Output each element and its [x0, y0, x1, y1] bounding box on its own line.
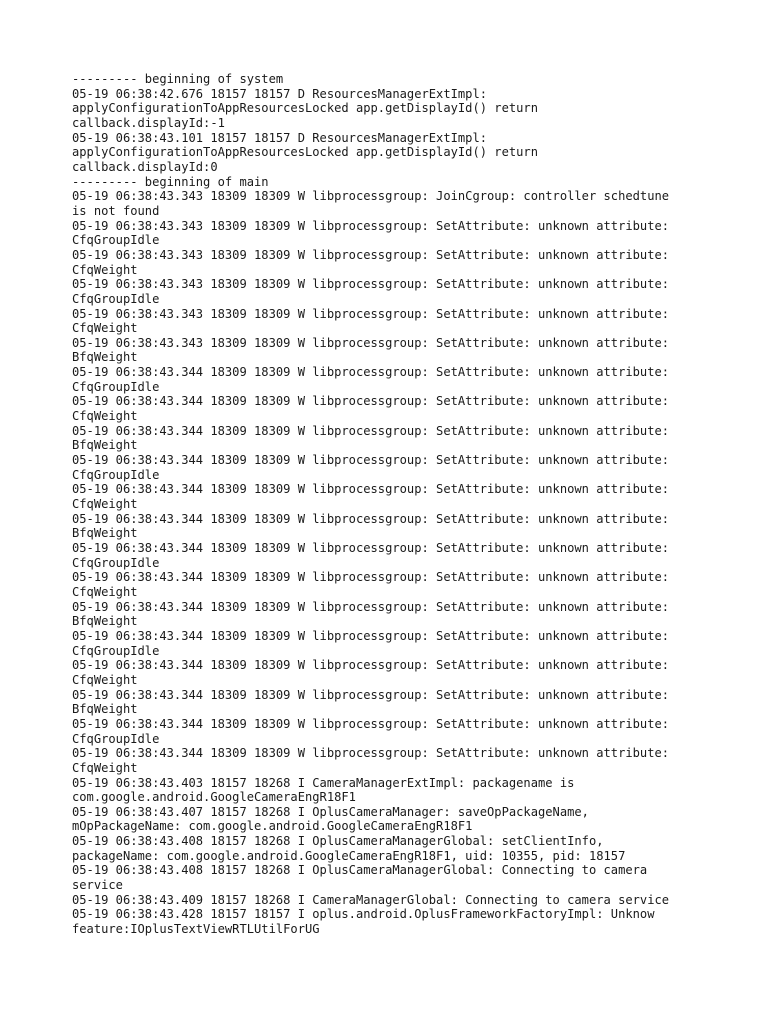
log-line: CfqGroupIdle: [72, 379, 160, 394]
log-line: CfqWeight: [72, 497, 138, 512]
log-line: CfqWeight: [72, 760, 138, 775]
log-line: is not found: [72, 203, 160, 218]
log-line: 05-19 06:38:43.343 18309 18309 W libprocessgroup: JoinCgroup: controller schedtune: [72, 189, 670, 204]
log-line: CfqWeight: [72, 321, 138, 336]
log-line: CfqGroupIdle: [72, 233, 160, 248]
log-line: BfqWeight: [72, 438, 138, 453]
log-line: mOpPackageName: com.google.android.GoogleCameraEngR18F1: [72, 819, 473, 834]
log-line: BfqWeight: [72, 350, 138, 365]
log-line: 05-19 06:38:43.344 18309 18309 W libprocessgroup: SetAttribute: unknown attribute:: [72, 453, 670, 468]
log-line: CfqWeight: [72, 409, 138, 424]
log-line: CfqWeight: [72, 262, 138, 277]
log-line: applyConfigurationToAppResourcesLocked app.getDisplayId() return: [72, 145, 538, 160]
log-line: 05-19 06:38:43.344 18309 18309 W libprocessgroup: SetAttribute: unknown attribute:: [72, 541, 670, 555]
log-line: 05-19 06:38:43.343 18309 18309 W libprocessgroup: SetAttribute: unknown attribute:: [72, 247, 670, 262]
log-line: 05-19 06:38:42.676 18157 18157 D ResourcesManagerExtImpl:: [72, 86, 488, 101]
log-line: 05-19 06:38:43.344 18309 18309 W libprocessgroup: SetAttribute: unknown attribute:: [72, 423, 670, 438]
log-line: 05-19 06:38:43.408 18157 18268 I OplusCameraManagerGlobal: setClientInfo,: [72, 834, 604, 849]
log-line: CfqWeight: [72, 584, 138, 599]
log-line: CfqGroupIdle: [72, 731, 160, 746]
log-line: CfqGroupIdle: [72, 291, 160, 306]
log-line: --------- beginning of system: [72, 72, 284, 86]
log-line: BfqWeight: [72, 614, 138, 629]
log-line: packageName: com.google.android.GoogleCameraEngR18F1, uid: 10355, pid: 18157: [72, 848, 626, 863]
log-line: CfqWeight: [72, 672, 138, 687]
log-line: 05-19 06:38:43.343 18309 18309 W libprocessgroup: SetAttribute: unknown attribute:: [72, 277, 670, 292]
log-line: 05-19 06:38:43.407 18157 18268 I OplusCameraManager: saveOpPackageName,: [72, 804, 589, 819]
log-line: com.google.android.GoogleCameraEngR18F1: [72, 790, 356, 805]
log-line: 05-19 06:38:43.343 18309 18309 W libprocessgroup: SetAttribute: unknown attribute:: [72, 306, 670, 321]
log-line: callback.displayId:0: [72, 159, 218, 174]
log-line: 05-19 06:38:43.343 18309 18309 W libprocessgroup: SetAttribute: unknown attribute:: [72, 218, 670, 233]
log-line: 05-19 06:38:43.344 18309 18309 W libprocessgroup: SetAttribute: unknown attribute:: [72, 746, 670, 761]
log-line: 05-19 06:38:43.344 18309 18309 W libprocessgroup: SetAttribute: unknown attribute:: [72, 394, 670, 409]
log-line: 05-19 06:38:43.403 18157 18268 I CameraManagerExtImpl: packagename is: [72, 775, 575, 790]
log-line: 05-19 06:38:43.344 18309 18309 W libprocessgroup: SetAttribute: unknown attribute:: [72, 482, 670, 497]
log-line: 05-19 06:38:43.409 18157 18268 I CameraManagerGlobal: Connecting to camera service: [72, 892, 670, 907]
log-line: 05-19 06:38:43.343 18309 18309 W libprocessgroup: SetAttribute: unknown attribute:: [72, 335, 670, 350]
log-line: BfqWeight: [72, 526, 138, 541]
log-line: 05-19 06:38:43.408 18157 18268 I OplusCameraManagerGlobal: Connecting to camera: [72, 863, 648, 878]
log-line: applyConfigurationToAppResourcesLocked app.getDisplayId() return: [72, 101, 538, 116]
log-line: callback.displayId:-1: [72, 115, 225, 130]
log-document: [72, 72, 702, 937]
log-line: 05-19 06:38:43.344 18309 18309 W libprocessgroup: SetAttribute: unknown attribute:: [72, 511, 670, 526]
log-line: CfqGroupIdle: [72, 555, 160, 570]
log-line: 05-19 06:38:43.344 18309 18309 W libprocessgroup: SetAttribute: unknown attribute:: [72, 570, 670, 585]
log-line: CfqGroupIdle: [72, 643, 160, 658]
log-line: --------- beginning of main: [72, 174, 269, 189]
log-line: 05-19 06:38:43.344 18309 18309 W libprocessgroup: SetAttribute: unknown attribute:: [72, 687, 670, 702]
log-line: 05-19 06:38:43.344 18309 18309 W libprocessgroup: SetAttribute: unknown attribute:: [72, 716, 670, 731]
log-line: 05-19 06:38:43.344 18309 18309 W libprocessgroup: SetAttribute: unknown attribute:: [72, 628, 670, 643]
log-line: BfqWeight: [72, 702, 138, 717]
log-line: 05-19 06:38:43.344 18309 18309 W libprocessgroup: SetAttribute: unknown attribute:: [72, 658, 670, 673]
log-line: 05-19 06:38:43.344 18309 18309 W libprocessgroup: SetAttribute: unknown attribute:: [72, 599, 670, 614]
log-line: CfqGroupIdle: [72, 467, 160, 482]
log-line: 05-19 06:38:43.428 18157 18157 I oplus.android.OplusFrameworkFactoryImpl: Unknow: [72, 907, 655, 922]
log-line: 05-19 06:38:43.344 18309 18309 W libprocessgroup: SetAttribute: unknown attribute:: [72, 365, 670, 380]
log-line: feature:IOplusTextViewRTLUtilForUG: [72, 922, 320, 937]
log-line: service: [72, 878, 123, 893]
log-line: 05-19 06:38:43.101 18157 18157 D ResourcesManagerExtImpl:: [72, 130, 488, 145]
